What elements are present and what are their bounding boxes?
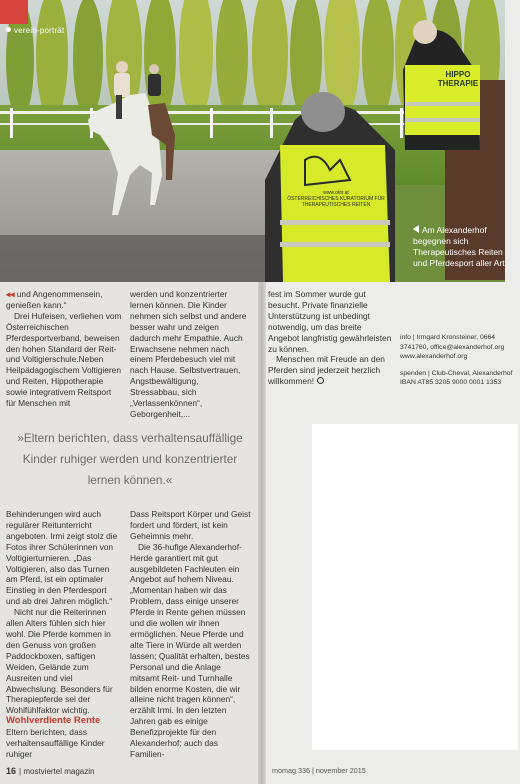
col1-line-1: und Angenommensein, genießen kann.“ <box>6 289 103 310</box>
col2-text: werden und konzentrierter lernen können. Die Kinder nehmen sich selbst und andere besser wahr und zeigen dadurch mehr Empathie. Auch Erwachsene nehmen nach einem Pferdebesuch viel mit nach Hause. Selbstvertrauen, Angstbewältigung, Stressabbau, sich „Verlassenkönnen“, Geborgenheit,... <box>130 289 247 419</box>
continued-marker: ◂◂ <box>6 289 15 299</box>
vest-front-text <box>282 190 390 208</box>
col5-para-1: Dass Reitsport Körper und Geist fordert und fördert, ist kein Geheimnis mehr. <box>130 509 251 541</box>
info-donations: spenden | Club-Cheval, Alexanderhof IBAN AT85 3205 9000 0001 1353 <box>400 369 513 387</box>
arrow-left-icon <box>413 225 419 233</box>
article-column-3 <box>268 289 392 387</box>
section-color-marker <box>0 0 28 24</box>
info-contact: info | Irmgard Kronsteiner, 0664 3741760, office@alexanderhof.org www.alexanderhof.org <box>400 334 505 361</box>
footer-left: 16 | mostviertel magazin <box>6 766 95 776</box>
blank-white-box <box>312 424 518 750</box>
col3-para-1: fest im Sommer wurde gut besucht. Private finanzielle Unterstützung ist unbedingt notwendig, um das breite Angebot langfristig gewährleisten zu können. <box>268 289 392 354</box>
col1-line-2: Drei Hufeisen, verliehen vom Österreichischen Pferdesportverband, beweisen den hohen Standard der Reit- und Voltigierschule.Neben Heilpädagogischem Voltigieren und Reiten, Hippotherapie sowie integrativem Reitsport für Menschen mit <box>6 310 122 409</box>
vest-url: www.oktr.at <box>323 190 349 196</box>
info-box <box>400 333 518 395</box>
subheading: Wohlverdiente Rente <box>6 715 101 727</box>
col4-para-1: Behinderungen wird auch regulärer Reitunterricht angeboten. Irmi zeigt stolz die Fotos ihrer Schülerinnen von Voltigierturnieren. „Das Voltigieren, also das Turnen am Pferd, ist ein optimaler Einstieg in den Pferdesport und ab drei Jahren möglich.“ <box>6 509 118 607</box>
article-column-5 <box>130 509 252 760</box>
end-of-article-icon <box>317 377 324 384</box>
col3-para-2: Menschen mit Freude an den Pferden sind jederzeit herzlich willkommen! <box>268 354 385 387</box>
col5-para-2: Die 36-hufige Alexanderhof-Herde garantiert mit gut ausgebildeten Fachleuten ein Angebot auf hohem Niveau. „Momentan haben wir das Problem, dass einige unserer Pferde in Rente gehen müssen und die wollen wir ihnen ermöglichen. Neue Pferde und alte Tiere in Würde alt werden lassen; Qualität erhalten, bestes Personal und die Anlage mitsamt Reit- und Turnhalle bilden enorme Kosten, die wir alleine nicht tragen können“, erzählt Irmi. In den letzten Jahren gab es einige Benefizprojekte für den Alexanderhof; auch das Familien- <box>130 541 250 759</box>
col4-para-2: Nicht nur die Reiterinnen allen Alters fühlen sich hier wohl. Die Pferde kommen in den Genuss von großen Paddockboxen, saftigen Weiden, Gelände zum Ausreiten und viel Abwechslung. Besonders für Therapiepferde sei der Wohlfühlfaktor wichtig. <box>6 607 113 716</box>
riders-on-horses <box>70 55 180 225</box>
section-tag-label: verein-porträt <box>14 26 65 35</box>
vest-line-2: ÖSTERREICHISCHES KURATORIUM FÜR <box>287 196 385 202</box>
col4-para-3: Eltern berichten, dass verhaltensauffällige Kinder ruhiger <box>6 727 105 759</box>
article-column-1 <box>6 289 122 409</box>
article-column-4 <box>6 509 122 760</box>
page-number: 16 <box>6 766 17 776</box>
caption-text: Am Alexanderhof begegnen sich Therapeutisches Reiten und Pferdesport aller Art <box>413 225 505 268</box>
section-tag <box>6 26 64 35</box>
footer-right: momag 336 | november 2015 <box>272 766 366 775</box>
photo-caption <box>413 225 505 269</box>
photo-road-shadow <box>0 235 290 282</box>
vest-back-text: HIPPO THERAPIE <box>437 70 479 88</box>
hero-photo <box>0 0 505 282</box>
pull-quote: »Eltern berichten, dass verhaltensauffällige Kinder ruhiger werden und konzentrierter lernen können.« <box>17 431 243 487</box>
magazine-name: mostviertel magazin <box>23 767 95 776</box>
bullet-icon <box>6 27 11 32</box>
vest-line-3: THERAPEUTISCHES REITEN <box>301 202 371 208</box>
article-column-2 <box>130 289 250 420</box>
